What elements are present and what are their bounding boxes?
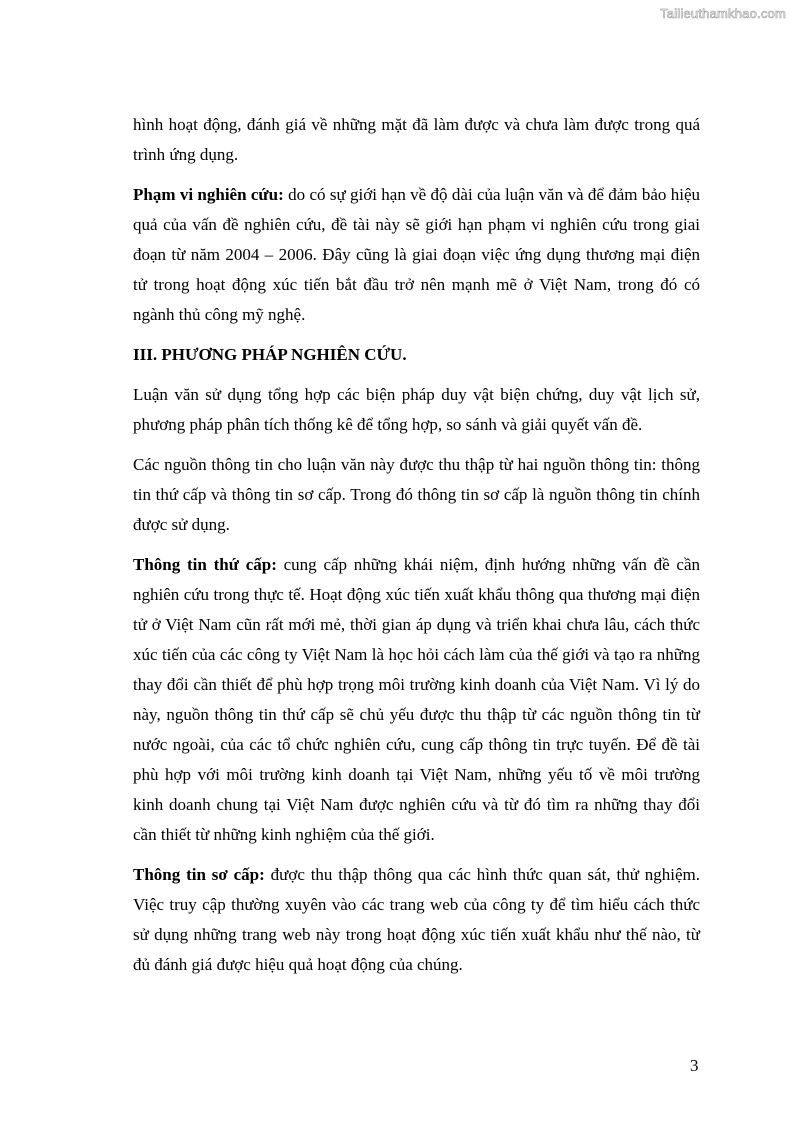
- paragraph-text: Các nguồn thông tin cho luận văn này được thu thập từ hai nguồn thông tin: thông tin thứ cấp và thông tin sơ cấp. Trong đó thông tin sơ cấp là nguồn thông tin chính được sử dụng.: [133, 455, 700, 534]
- paragraph-sources: [133, 450, 700, 540]
- watermark-text: Tailieuthamkhao.com: [660, 6, 786, 21]
- page-number: 3: [690, 1056, 699, 1075]
- paragraph-secondary-info: [133, 550, 700, 850]
- paragraph-primary-info: [133, 860, 700, 980]
- paragraph-lead: Thông tin thứ cấp:: [133, 555, 277, 574]
- paragraph-text: do có sự giới hạn về độ dài của luận văn và để đảm bảo hiệu quả của vấn đề nghiên cứu, đề tài này sẽ giới hạn phạm vi nghiên cứu trong giai đoạn từ năm 2004 – 2006. Đây cũng là giai đoạn việc ứng dụng thương mại điện tử trong hoạt động xúc tiến bắt đầu trở nên mạnh mẽ ở Việt Nam, trong đó có ngành thủ công mỹ nghệ.: [133, 185, 700, 324]
- paragraph-text: hình hoạt động, đánh giá về những mặt đã làm được và chưa làm được trong quá trình ứng dụng.: [133, 115, 700, 164]
- paragraph-text: được thu thập thông qua các hình thức quan sát, thử nghiệm. Việc truy cập thường xuyên vào các trang web của công ty để tìm hiểu cách thức sử dụng những trang web này trong hoạt động xúc tiến xuất khẩu như thế nào, từ đủ đánh giá được hiệu quả hoạt động của chúng.: [133, 865, 700, 974]
- section-heading: III. PHƯƠNG PHÁP NGHIÊN CỨU.: [133, 345, 407, 364]
- paragraph-scope-continuation: [133, 110, 700, 170]
- paragraph-lead: Phạm vi nghiên cứu:: [133, 185, 284, 204]
- paragraph-methods: [133, 380, 700, 440]
- paragraph-lead: Thông tin sơ cấp:: [133, 865, 265, 884]
- document-body: [133, 110, 700, 990]
- paragraph-text: Luận văn sử dụng tổng hợp các biện pháp duy vật biện chứng, duy vật lịch sử, phương pháp phân tích thống kê để tổng hợp, so sánh và giải quyết vấn đề.: [133, 385, 700, 434]
- paragraph-research-scope: [133, 180, 700, 330]
- paragraph-text: cung cấp những khái niệm, định hướng những vấn đề cần nghiên cứu trong thực tế. Hoạt động xúc tiến xuất khẩu thông qua thương mại điện tử ở Việt Nam cũn rất mới mẻ, thời gian áp dụng và triển khai chưa lâu, cách thức xúc tiến của các công ty Việt Nam là học hỏi cách làm của thế giới và tạo ra những thay đổi cần thiết để phù hợp trọng môi trường kinh doanh của Việt Nam. Vì lý do này, nguồn thông tin thứ cấp sẽ chủ yếu được thu thập từ các nguồn thông tin từ nước ngoài, của các tổ chức nghiên cứu, cung cấp thông tin trực tuyến. Để đề tài phù hợp với môi trường kinh doanh tại Việt Nam, những yếu tố về môi trường kinh doanh chung tại Việt Nam được nghiên cứu và từ đó tìm ra những thay đổi cần thiết từ những kinh nghiệm của thế giới.: [133, 555, 700, 844]
